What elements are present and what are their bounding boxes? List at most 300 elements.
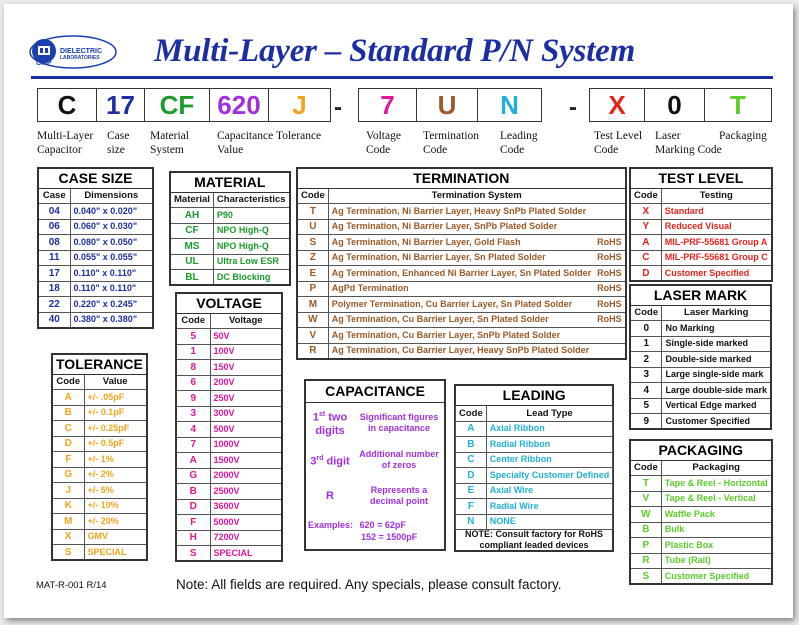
row-value: 7200V — [210, 530, 282, 546]
footer-note: Note: All fields are required. Any specials, please consult factory. — [176, 577, 562, 592]
row-value: Ag Termination, Cu Barrier Layer, Heavy SnPb Plated Solder — [328, 343, 594, 359]
table-row — [630, 476, 772, 492]
table-row — [170, 254, 290, 270]
row-value: Customer Specified — [661, 569, 771, 585]
pn-label-line1: Leading — [500, 130, 538, 142]
capacitance-rows — [306, 403, 444, 515]
row-value: +/- 2% — [84, 467, 147, 483]
table-row — [297, 266, 626, 282]
row-code: D — [456, 468, 487, 484]
row-code: J — [52, 483, 84, 499]
row-value: Ag Termination, Ni Barrier Layer, Gold Flash — [328, 235, 594, 251]
table-header-row — [176, 313, 282, 329]
table-row — [176, 360, 282, 376]
table-row — [630, 352, 771, 368]
pn-label-line1: Packaging — [719, 130, 767, 142]
pn-label-line2: Code — [594, 144, 619, 156]
table-row — [170, 208, 290, 224]
table-row — [456, 499, 613, 515]
table-row — [52, 467, 147, 483]
row-code: 22 — [38, 297, 70, 313]
header-code: Code — [456, 406, 487, 422]
row-value: MIL-PRF-55681 Group C — [661, 250, 772, 266]
row-value: NONE — [486, 514, 613, 530]
row-value: +/- 1% — [84, 452, 147, 468]
capacitance-examples — [308, 519, 417, 543]
packaging-table — [629, 439, 773, 585]
row-code: P — [297, 281, 328, 297]
row-code: E — [297, 266, 328, 282]
header-description: Dimensions — [70, 188, 153, 204]
row-value: 5000V — [210, 515, 282, 531]
table-row — [297, 297, 626, 313]
table-row — [176, 329, 282, 345]
row-code: A — [52, 390, 84, 406]
pn-label-line2: Marking Code — [655, 144, 722, 156]
pn-dash-1: - — [334, 94, 342, 121]
capacitance-row — [306, 403, 444, 443]
code-suffix: st — [318, 410, 326, 418]
row-code: E — [456, 483, 487, 499]
row-value: SPECIAL — [210, 546, 282, 562]
row-value: Waffle Pack — [661, 507, 771, 523]
test-level-table — [629, 167, 773, 282]
table-row — [176, 422, 282, 438]
row-code: Y — [630, 219, 661, 235]
row-value: MIL-PRF-55681 Group A — [661, 235, 772, 251]
table-row — [176, 530, 282, 546]
table-title: VOLTAGE — [176, 293, 282, 313]
table-row — [630, 398, 771, 414]
code-digit: 1 — [312, 411, 319, 424]
table-row — [176, 499, 282, 515]
row-value: 300V — [210, 406, 282, 422]
row-value: Ag Termination, Ni Barrier Layer, SnPb Plated Solder — [328, 219, 594, 235]
capacitance-code-line2: digits — [315, 425, 345, 438]
header-description: Packaging — [661, 460, 771, 476]
row-value: Tube (Rail) — [661, 553, 771, 569]
tolerance-table — [51, 353, 148, 561]
row-code: 9 — [630, 414, 662, 430]
pn-label-1 — [37, 129, 93, 157]
row-code: S — [630, 569, 661, 585]
row-value: Polymer Termination, Cu Barrier Layer, Sn Plated Solder — [328, 297, 594, 313]
row-code: R — [630, 553, 661, 569]
row-value: Customer Specified — [661, 266, 772, 282]
table-row — [630, 507, 772, 523]
row-value: Ag Termination, Enhanced Ni Barrier Layer, Sn Plated Solder — [328, 266, 594, 282]
row-value: Axial Ribbon — [486, 421, 613, 437]
row-code: A — [176, 453, 210, 469]
table-row — [297, 312, 626, 328]
row-code: CF — [170, 223, 213, 239]
row-code: S — [176, 546, 210, 562]
row-value: Radial Ribbon — [486, 437, 613, 453]
pn-box-1: C — [37, 88, 97, 122]
pn-label-2 — [107, 129, 129, 157]
capacitance-desc: Represents a decimal point — [369, 485, 428, 506]
table-row — [630, 235, 772, 251]
row-code: P — [630, 538, 661, 554]
table-row — [176, 375, 282, 391]
code-suffix: rd — [316, 454, 324, 462]
pn-box-11: T — [704, 88, 772, 122]
table-row — [170, 270, 290, 286]
material-table — [169, 171, 291, 286]
row-value: 0.080" x 0.050" — [70, 235, 153, 251]
row-value: 250V — [210, 391, 282, 407]
row-code: BL — [170, 270, 213, 286]
row-code: K — [52, 498, 84, 514]
table-row — [52, 529, 147, 545]
row-value: AgPd Termination — [328, 281, 594, 297]
capacitance-code — [306, 408, 354, 439]
pn-label-10 — [655, 129, 722, 157]
row-value: 0.040" x 0.020" — [70, 204, 153, 220]
row-value: Tape & Reel - Vertical — [661, 491, 771, 507]
table-title: LASER MARK — [630, 285, 771, 305]
row-value: Customer Specified — [662, 414, 771, 430]
row-value: Ultra Low ESR — [213, 254, 289, 270]
table-title-row — [38, 168, 153, 188]
pn-label-line1: Laser — [655, 130, 681, 142]
header-description: Characteristics — [213, 192, 289, 208]
header-code: Case — [38, 188, 70, 204]
row-value: NPO High-Q — [213, 223, 289, 239]
row-code: C — [52, 421, 84, 437]
table-row — [630, 219, 772, 235]
table-row — [38, 297, 153, 313]
row-value: SPECIAL — [84, 545, 147, 561]
table-row — [630, 383, 771, 399]
header-code: Code — [630, 305, 662, 321]
table-row — [176, 391, 282, 407]
table-header-row — [52, 374, 147, 390]
table-row — [52, 483, 147, 499]
table-row — [38, 219, 153, 235]
row-value: 3600V — [210, 499, 282, 515]
table-row — [630, 491, 772, 507]
table-row — [176, 344, 282, 360]
voltage-table — [175, 292, 283, 562]
header-description: Value — [84, 374, 147, 390]
row-code: F — [52, 452, 84, 468]
row-value: 0.110" x 0.110" — [70, 281, 153, 297]
row-code: 8 — [176, 360, 210, 376]
header-code: Code — [52, 374, 84, 390]
row-value: Radial Wire — [486, 499, 613, 515]
table-row — [297, 204, 626, 220]
table-row — [38, 281, 153, 297]
pn-label-11 — [719, 129, 767, 143]
row-value: Large double-side mark — [662, 383, 771, 399]
row-value: Ag Termination, Ni Barrier Layer, Sn Plated Solder — [328, 250, 594, 266]
row-code: D — [52, 436, 84, 452]
page-title: Multi-Layer – Standard P/N System — [154, 33, 636, 69]
table-row — [630, 250, 772, 266]
table-title: CASE SIZE — [38, 168, 153, 188]
table-row — [630, 266, 772, 282]
row-rohs — [594, 204, 626, 220]
row-code: G — [176, 468, 210, 484]
pn-box-3: CF — [144, 88, 210, 122]
row-value: +/- 0.5pF — [84, 436, 147, 452]
row-code: B — [176, 484, 210, 500]
table-header-row — [630, 460, 772, 476]
pn-label-line1: Case — [107, 130, 130, 142]
row-value: 0.220" x 0.245" — [70, 297, 153, 313]
row-code: C — [630, 250, 661, 266]
row-code: 04 — [38, 204, 70, 220]
table-row — [176, 484, 282, 500]
row-code: 1 — [176, 344, 210, 360]
row-code: A — [630, 235, 661, 251]
row-rohs — [594, 328, 626, 344]
row-code: N — [456, 514, 487, 530]
header-code: Code — [630, 188, 661, 204]
header-description: Laser Marking — [662, 305, 771, 321]
table-row — [456, 452, 613, 468]
pn-label-line2: Code — [500, 144, 525, 156]
row-rohs: RoHS — [594, 312, 626, 328]
row-code: C — [456, 452, 487, 468]
row-value: Standard — [661, 204, 772, 220]
row-value: 2000V — [210, 468, 282, 484]
table-title-row — [630, 285, 771, 305]
pn-label-line1: Material — [150, 130, 189, 142]
logo-text-3: CMP — [36, 60, 52, 67]
document-page — [4, 4, 793, 618]
row-code: V — [630, 491, 661, 507]
row-code: 5 — [630, 398, 662, 414]
table-title-row — [297, 168, 626, 188]
table-header-row — [297, 188, 626, 204]
pn-label-line1: Tolerance — [276, 130, 322, 142]
row-code: D — [630, 266, 661, 282]
title-rule — [31, 76, 773, 79]
table-row — [176, 546, 282, 562]
row-code: 40 — [38, 312, 70, 328]
row-code: 4 — [176, 422, 210, 438]
row-value: Ag Termination, Ni Barrier Layer, Heavy SnPb Plated Solder — [328, 204, 594, 220]
row-value: 2500V — [210, 484, 282, 500]
pn-box-6: 7 — [358, 88, 417, 122]
table-title: TEST LEVEL — [630, 168, 772, 188]
table-row — [456, 468, 613, 484]
row-code: 18 — [38, 281, 70, 297]
row-code: T — [297, 204, 328, 220]
pn-box-8: N — [477, 88, 542, 122]
row-rohs — [594, 343, 626, 359]
row-code: 06 — [38, 219, 70, 235]
document-number: MAT-R-001 R/14 — [36, 580, 107, 591]
table-title-row — [170, 172, 290, 192]
table-row — [170, 223, 290, 239]
row-code: B — [456, 437, 487, 453]
row-value: 500V — [210, 422, 282, 438]
row-value: +/- 0.25pF — [84, 421, 147, 437]
table-row — [630, 553, 772, 569]
pn-label-line1: Test Level — [594, 130, 643, 142]
header-code: Code — [630, 460, 661, 476]
pn-label-8 — [500, 129, 538, 157]
table-row — [38, 204, 153, 220]
row-code: 9 — [176, 391, 210, 407]
row-code: T — [630, 476, 661, 492]
example-2: 152 = 1500pF — [361, 532, 418, 542]
capacitance-code: R — [326, 490, 334, 502]
logo-text-2: LABORATORIES — [60, 55, 100, 61]
table-row — [630, 204, 772, 220]
pn-label-line2: Code — [366, 144, 391, 156]
table-row — [52, 436, 147, 452]
table-row — [297, 281, 626, 297]
pn-label-3 — [150, 129, 189, 157]
row-value: Tape & Reel - Horizontal — [661, 476, 771, 492]
capacitance-desc: Significant figures in capacitance — [359, 412, 439, 433]
capacitance-desc: Additional number of zeros — [359, 449, 439, 470]
row-value: +/- 0.1pF — [84, 405, 147, 421]
header-code: Code — [297, 188, 328, 204]
table-row — [297, 235, 626, 251]
table-header-row — [170, 192, 290, 208]
row-value: Double-side marked — [662, 352, 771, 368]
table-row — [176, 453, 282, 469]
pn-label-line1: Voltage — [366, 130, 401, 142]
capacitance-title: CAPACITANCE — [306, 381, 444, 403]
row-value: Bulk — [661, 522, 771, 538]
row-code: S — [297, 235, 328, 251]
row-code: UL — [170, 254, 213, 270]
pn-dash-2: - — [569, 94, 577, 121]
pn-label-line1: Capacitance — [217, 130, 274, 142]
header-description: Testing — [661, 188, 772, 204]
row-code: S — [52, 545, 84, 561]
row-value: Single-side marked — [662, 336, 771, 352]
row-code: F — [176, 515, 210, 531]
table-title-row — [52, 354, 147, 374]
header-description: Termination System — [328, 188, 625, 204]
table-title-row — [176, 293, 282, 313]
table-row — [297, 328, 626, 344]
capacitance-row — [306, 443, 444, 477]
row-code: D — [176, 499, 210, 515]
table-row — [38, 235, 153, 251]
row-code: W — [630, 507, 661, 523]
row-code: B — [52, 405, 84, 421]
row-value: 50V — [210, 329, 282, 345]
table-row — [52, 498, 147, 514]
table-row — [297, 250, 626, 266]
row-code: 08 — [38, 235, 70, 251]
row-value: Center Ribbon — [486, 452, 613, 468]
table-row — [170, 239, 290, 255]
row-code: 2 — [630, 352, 662, 368]
capacitance-row — [306, 477, 444, 515]
capacitance-box — [304, 379, 446, 551]
row-value: 150V — [210, 360, 282, 376]
table-row — [52, 545, 147, 561]
row-code: M — [52, 514, 84, 530]
table-row — [456, 514, 613, 530]
table-row — [630, 538, 772, 554]
row-value: +/- .05pF — [84, 390, 147, 406]
pn-label-line2: Value — [217, 144, 244, 156]
table-row — [52, 452, 147, 468]
code-text: digit — [323, 455, 350, 468]
table-title: TOLERANCE — [52, 354, 147, 374]
pn-label-line2: Capacitor — [37, 144, 82, 156]
row-code: MS — [170, 239, 213, 255]
table-row — [38, 250, 153, 266]
row-code: 3 — [176, 406, 210, 422]
row-value: 1000V — [210, 437, 282, 453]
row-code: W — [297, 312, 328, 328]
leading-note — [456, 529, 612, 551]
table-title: PACKAGING — [630, 440, 772, 460]
termination-table — [296, 167, 627, 360]
table-row — [630, 367, 771, 383]
capacitance-code-line — [306, 452, 354, 469]
row-value: +/- 20% — [84, 514, 147, 530]
pn-label-line1: Multi-Layer — [37, 130, 94, 142]
pn-label-4 — [217, 129, 273, 157]
laser-mark-table — [629, 284, 772, 430]
pn-box-9: X — [589, 88, 645, 122]
table-row — [52, 421, 147, 437]
table-row — [176, 437, 282, 453]
table-title-row — [630, 168, 772, 188]
table-row — [630, 414, 771, 430]
case-size-table — [37, 167, 154, 329]
row-code: X — [630, 204, 661, 220]
pn-box-4: 620 — [209, 88, 269, 122]
row-rohs — [594, 219, 626, 235]
pn-label-line2: size — [107, 144, 125, 156]
table-row — [38, 266, 153, 282]
row-value: 0.380" x 0.380" — [70, 312, 153, 328]
row-code: 17 — [38, 266, 70, 282]
row-value: GMV — [84, 529, 147, 545]
row-code: AH — [170, 208, 213, 224]
table-row — [297, 219, 626, 235]
pn-label-9 — [594, 129, 642, 157]
row-value: Large single-side mark — [662, 367, 771, 383]
pn-box-7: U — [416, 88, 478, 122]
pn-label-6 — [366, 129, 401, 157]
table-row — [52, 390, 147, 406]
row-value: Ag Termination, Cu Barrier Layer, Sn Plated Solder — [328, 312, 594, 328]
row-code: B — [630, 522, 661, 538]
code-digit: 3 — [310, 455, 317, 468]
row-code: M — [297, 297, 328, 313]
pn-label-7 — [423, 129, 479, 157]
table-header-row — [456, 406, 613, 422]
row-code: X — [52, 529, 84, 545]
pn-box-10: 0 — [644, 88, 705, 122]
row-value: +/- 5% — [84, 483, 147, 499]
table-header-row — [630, 188, 772, 204]
row-code: U — [297, 219, 328, 235]
table-row — [630, 321, 771, 337]
row-value: Reduced Visual — [661, 219, 772, 235]
row-code: V — [297, 328, 328, 344]
row-code: H — [176, 530, 210, 546]
pn-label-line2: Code — [423, 144, 448, 156]
example-1: 620 = 62pF — [359, 520, 406, 530]
pn-box-5: J — [268, 88, 331, 122]
logo-text-1: DIELECTRIC — [60, 48, 102, 55]
